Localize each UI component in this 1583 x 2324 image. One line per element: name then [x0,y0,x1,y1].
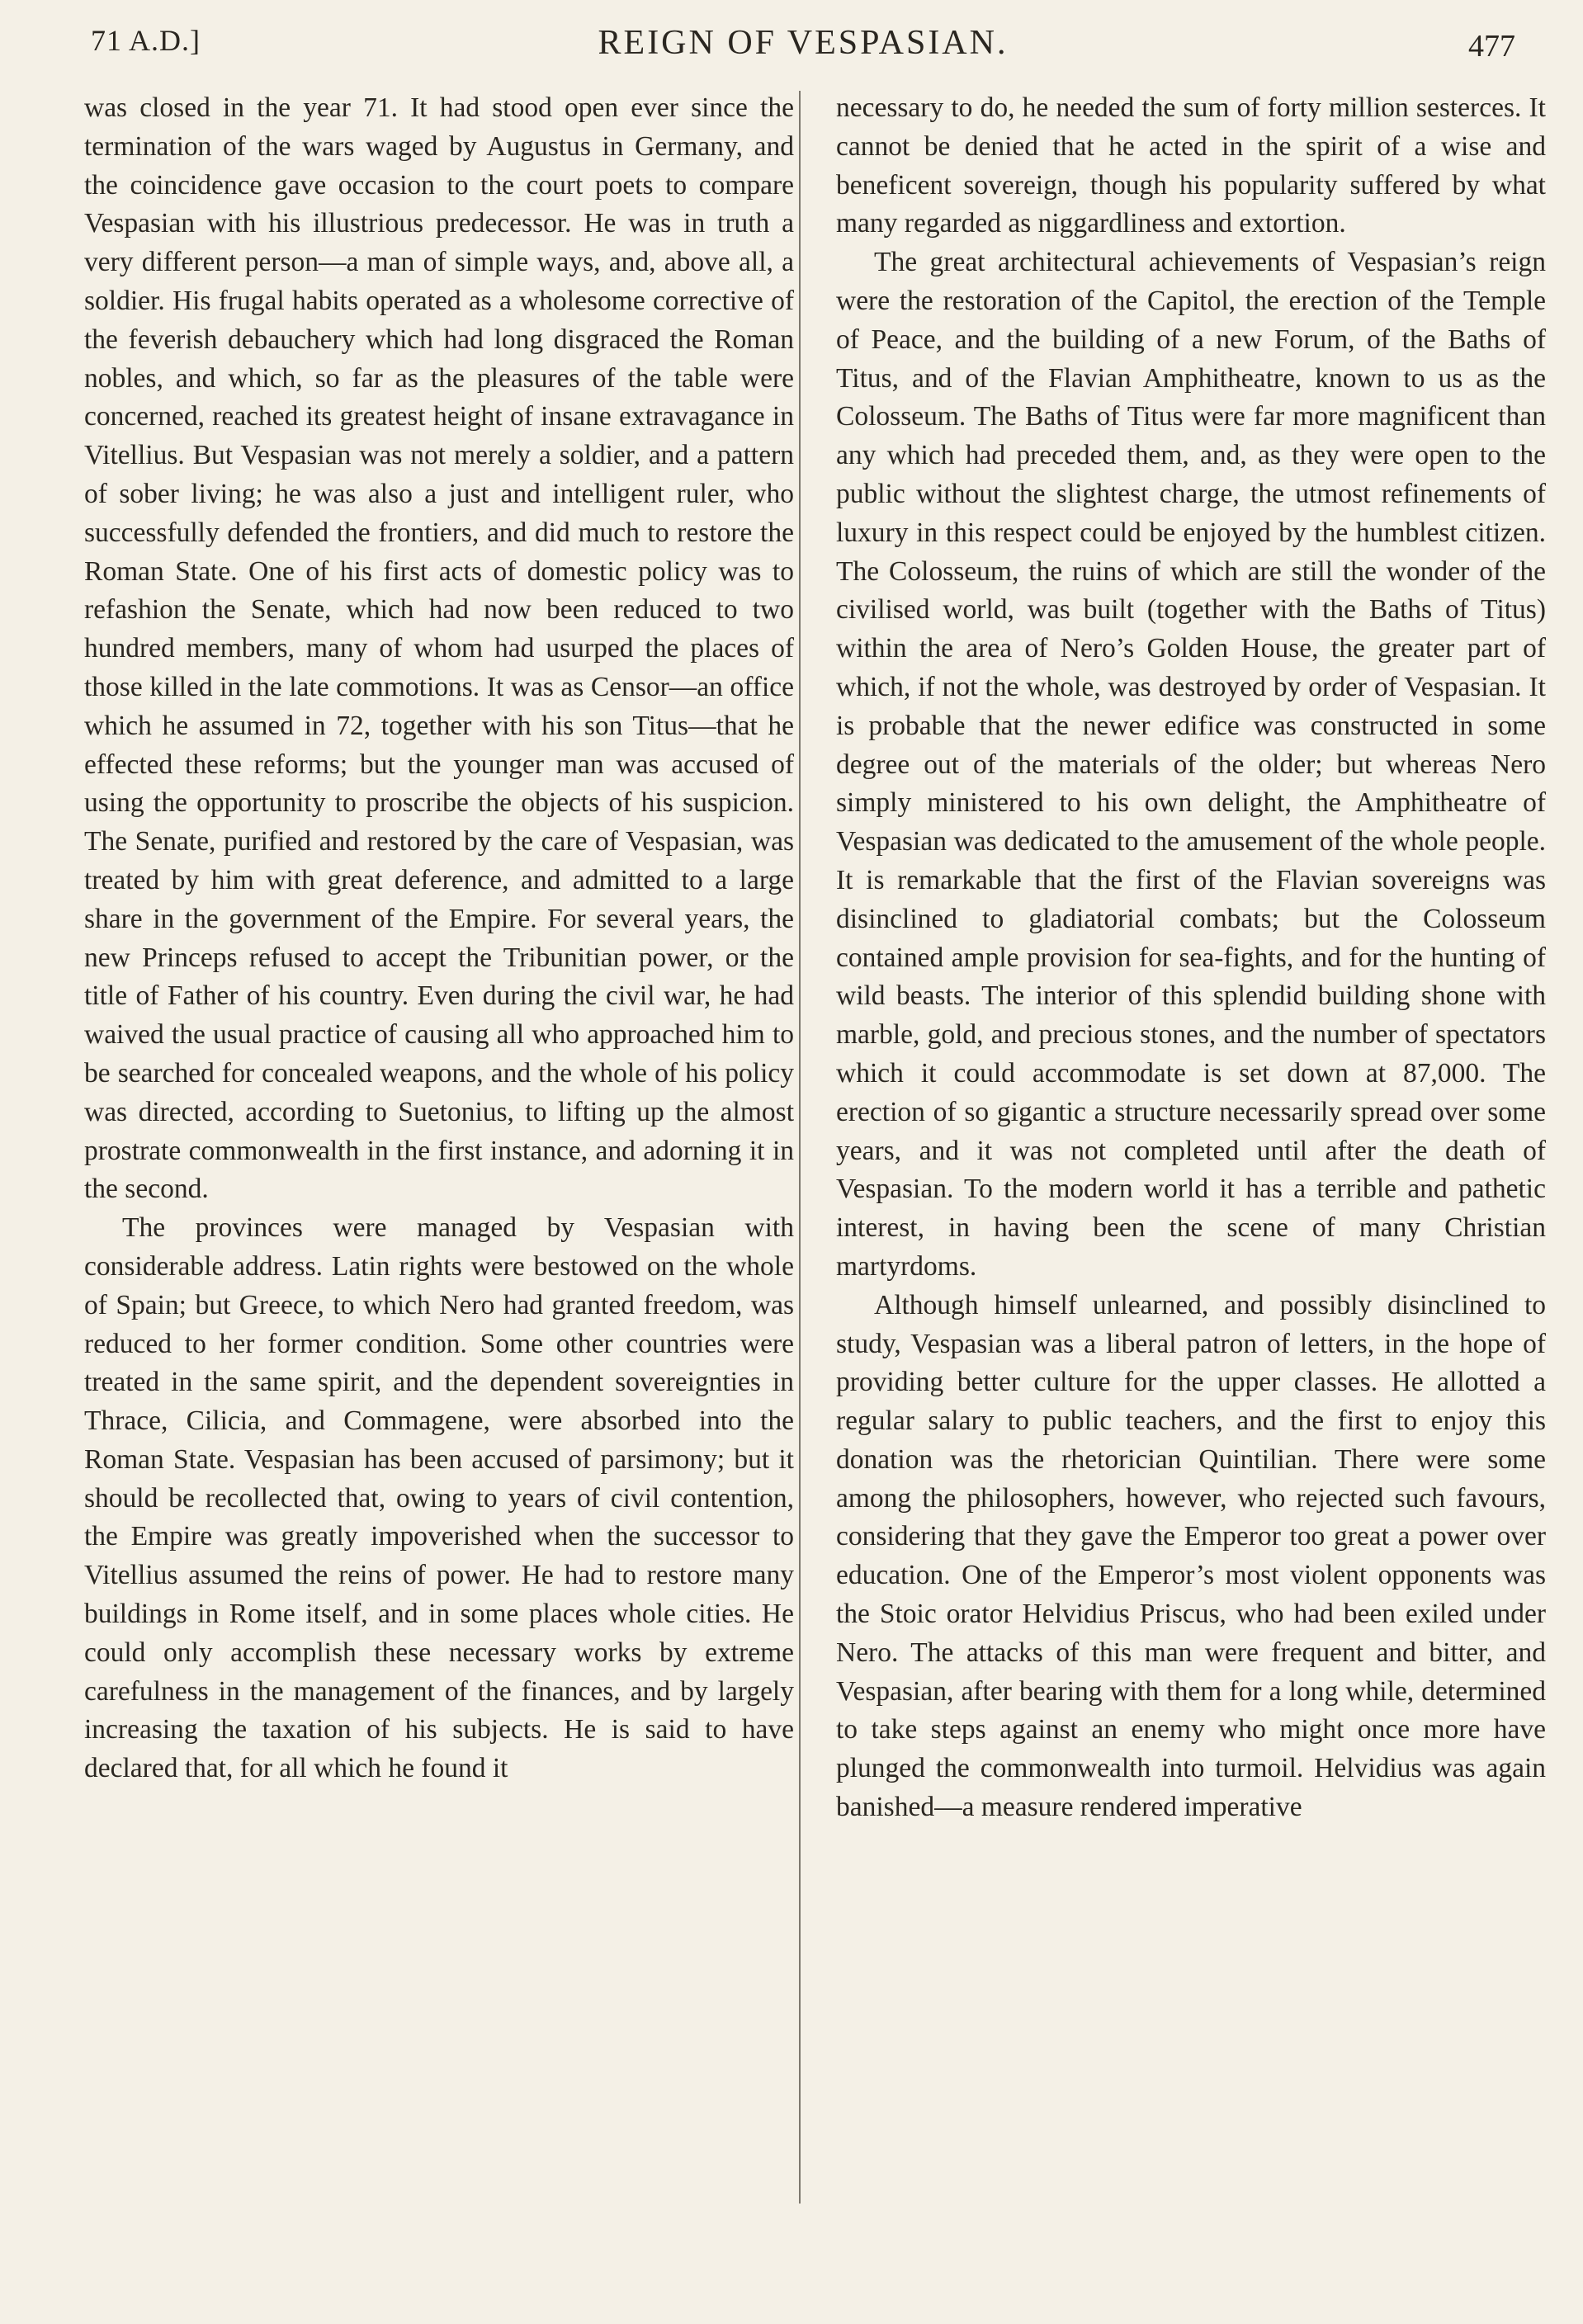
paragraph: The provinces were managed by Vespasian with considerable address. Latin rights were bestowed on the whole of Spain; but Greece, to which Nero had granted freedom, was reduced to her former condition. Some other countries were treated in the same spirit, and the dependent sovereignties in Thrace, Cilicia, and Commagene, were absorbed into the Roman State. Vespasian has been accused of parsimony; but it should be recollected that, owing to years of civil contention, the Empire was greatly impoverished when the successor to Vitellius assumed the reins of power. He had to restore many buildings in Rome itself, and in some places whole cities. He could only accomplish these necessary works by extreme carefulness in the management of the finances, and by largely increasing the taxation of his subjects. He is said to have declared that, for all which he found it [84,1212,794,1784]
running-header [91,18,1515,68]
paragraph: The great architectural achievements of Vespasian’s reign were the restoration of the Capitol, the erection of the Temple of Peace, and the building of a new Forum, of the Baths of Titus, and of the Flavian Amphitheatre, known to us as the Colosseum. The Baths of Titus were far more magnificent than any which had preceded them, and, as they were open to the public without the slightest charge, the utmost refinements of luxury in this respect could be enjoyed by the humblest citizen. The Colosseum, the ruins of which are still the wonder of the civilised world, was built (together with the Baths of Titus) within the area of Nero’s Golden House, the greater part of which, if not the whole, was destroyed by order of Vespasian. It is probable that the newer edifice was constructed in some degree out of the materials of the older; but whereas Nero simply ministered to his own delight, the Amphitheatre of Vespasian was dedicated to the amusement of the whole people. It is remarkable that the first of the Flavian sovereigns was disinclined to gladiatorial combats; but the Colosseum contained ample provision for sea-fights, and for the hunting of wild beasts. The interior of this splendid building shone with marble, gold, and precious stones, and the number of spectators which it could accommodate is set down at 87,000. The erection of so gigantic a structure necessarily spread over some years, and it was not completed until after the death of Vespasian. To the modern world it has a terrible and pathetic interest, in having been the scene of many Christian martyrdoms. [836,247,1546,1282]
header-title: REIGN OF VESPASIAN. [598,24,1009,62]
column-divider [799,91,801,2204]
header-date: 71 A.D.] [91,24,201,57]
paragraph: necessary to do, he needed the sum of forty million sesterces. It cannot be denied that he acted in the spirit of a wise and beneficent sovereign, though his popularity suffered by what many regarded as niggardliness and extortion. [836,92,1546,239]
page-number: 477 [1468,29,1515,64]
left-column [84,89,794,1788]
paragraph: was closed in the year 71. It had stood open ever since the termination of the wars waged by Augustus in Germany, and the coincidence gave occasion to the court poets to compare Vespasian with his illustrious predecessor. He was in truth a very different person—a man of simple ways, and, above all, a soldier. His frugal habits operated as a wholesome corrective of the feverish debauchery which had long disgraced the Roman nobles, and which, so far as the pleasures of the table were concerned, reached its greatest height of insane extravagance in Vitellius. But Vespasian was not merely a soldier, and a pattern of sober living; he was also a just and intelligent ruler, who successfully defended the frontiers, and did much to restore the Roman State. One of his first acts of domestic policy was to refashion the Senate, which had now been reduced to two hundred members, many of whom had usurped the places of those killed in the late commotions. It was as Censor—an office which he assumed in 72, together with his son Titus—that he effected these reforms; but the younger man was accused of using the opportunity to proscribe the objects of his suspicion. The Senate, purified and restored by the care of Vespasian, was treated by him with great deference, and admitted to a large share in the government of the Empire. For several years, the new Princeps refused to accept the Tribunitian power, or the title of Father of his country. Even during the civil war, he had waived the usual practice of causing all who approached him to be searched for concealed weapons, and the whole of his policy was directed, according to Suetonius, to lifting up the almost prostrate commonwealth in the first instance, and adorning it in the second. [84,92,794,1205]
paragraph: Although himself unlearned, and possibly disinclined to study, Vespasian was a liberal patron of letters, in the hope of providing better culture for the upper classes. He allotted a regular salary to public teachers, and the first to enjoy this donation was the rhetorician Quintilian. There were some among the philosophers, however, who rejected such favours, considering that they gave the Emperor too great a power over education. One of the Emperor’s most violent opponents was the Stoic orator Helvidius Priscus, who had been exiled under Nero. The attacks of this man were frequent and bitter, and Vespasian, after bearing with them for a long while, determined to take steps against an enemy who might once more have plunged the commonwealth into turmoil. Helvidius was again banished—a measure rendered imperative [836,1289,1546,1823]
right-column [836,89,1546,1827]
